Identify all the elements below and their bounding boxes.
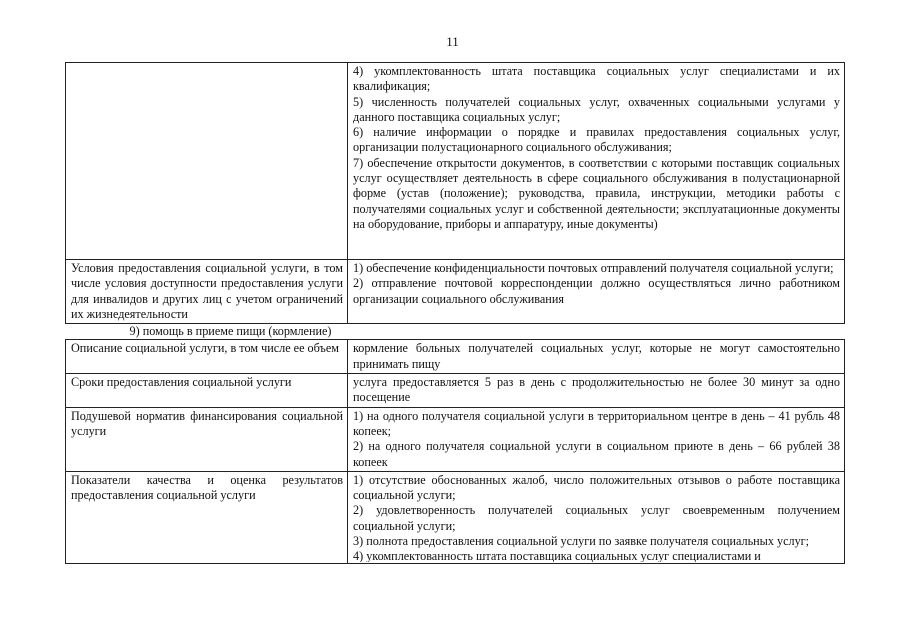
table-cell-right [348,471,845,563]
table-row [66,63,845,260]
list-item: 2) отправление почтовой корреспонденции должно осуществляться лично работником организации социального обслуживания [353,276,840,306]
list-item: 6) наличие информации о порядке и правилах предоставления социальных услуг, организации полустационарного социального обслуживания; [353,125,840,155]
section-heading-row [66,324,845,340]
service-standard-table [65,62,845,564]
table-cell-left: Сроки предоставления социальной услуги [66,374,348,408]
table-cell-right [348,260,845,324]
table-cell-left: Условия предоставления социальной услуги, в том числе условия доступности предоставления услуги для инвалидов и других лиц с учетом ограничений их жизнедеятельности [66,260,348,324]
table-row [66,407,845,471]
table-row [66,340,845,374]
table-cell-left-empty [66,63,348,260]
list-item: 4) укомплектованность штата поставщика социальных услуг специалистами и их квалификация; [353,64,840,94]
page-number: 11 [446,34,459,49]
list-item: 3) полнота предоставления социальной услуги по заявке получателя социальных услуг; [353,534,810,549]
table-row [66,260,845,324]
list-item: 4) укомплектованность штата поставщика социальных услуг специалистами и [353,549,761,563]
table-cell-right [348,63,845,260]
table-cell-left: Описание социальной услуги, в том числе ее объем [66,340,348,374]
table-cell-left: Подушевой норматив финансирования социальной услуги [66,407,348,471]
list-item: 7) обеспечение открытости документов, в соответствии с которыми поставщик социальных услуг осуществляет деятельность в сфере социального обслуживания в полустационарной форме (устав (положение); руководства, правила, инструкции, методики работы с получателями социальных услуг и собственной деятельности; эксплуатационные документы на оборудование, приборы и аппаратуру, иные документы) [353,155,840,231]
table-row [66,374,845,408]
list-item: 2) на одного получателя социальной услуги в социальном приюте в день – 66 рублей 38 копеек [353,439,840,469]
list-item: 2) удовлетворенность получателей социальных услуг своевременным получением социальной услуги; [353,503,840,533]
list-item: 1) отсутствие обоснованных жалоб, число положительных отзывов о работе поставщика социальной услуги; [353,472,840,503]
list-item: 5) численность получателей социальных услуг, охваченных социальными услугами у данного поставщика социальных услуг; [353,94,840,124]
table-cell-left: Показатели качества и оценка результатов предоставления социальной услуги [66,471,348,563]
list-item: 1) обеспечение конфиденциальности почтовых отправлений получателя социальной услуги; [353,261,834,275]
table-cell-right: кормление больных получателей социальных услуг, которые не могут самостоятельно принимать пищу [348,340,845,374]
table-cell-right [348,407,845,471]
list-item: 1) на одного получателя социальной услуги в территориальном центре в день – 41 рубль 48 копеек; [353,408,840,438]
section-heading: 9) помощь в приеме пищи (кормление) [66,324,845,340]
table-row [66,471,845,563]
table-cell-right: услуга предоставляется 5 раз в день с продолжительностью не более 30 минут за одно посещение [348,374,845,408]
